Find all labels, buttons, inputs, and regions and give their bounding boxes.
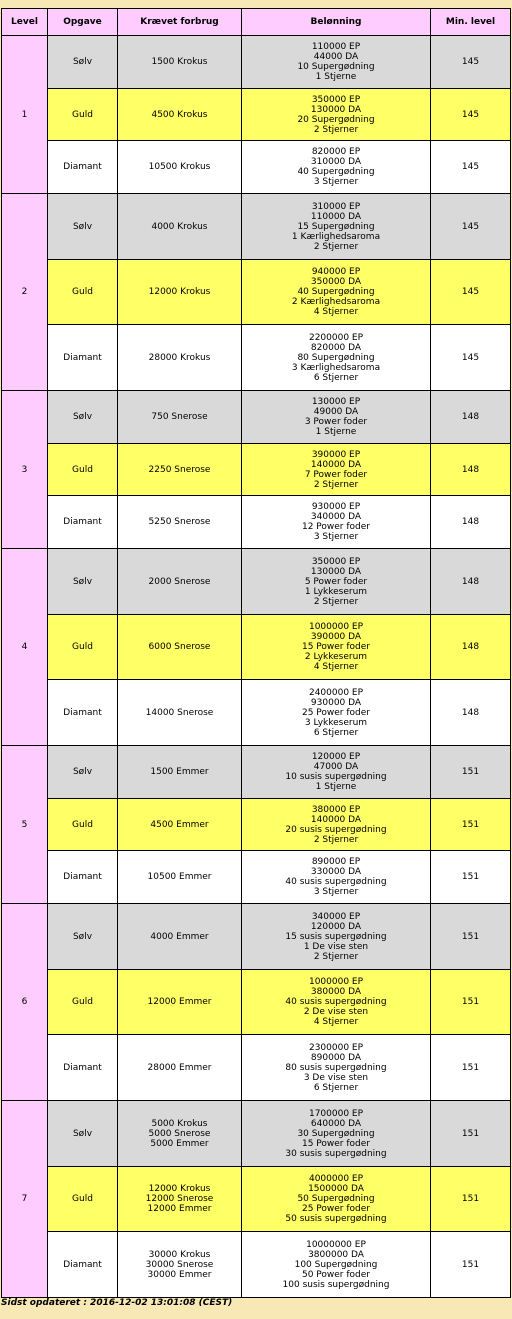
header-task: Opgave (48, 9, 118, 36)
reward-cell-line: 1 Stjerne (315, 72, 357, 82)
required-cell (118, 680, 242, 746)
level-cell: 6 (2, 904, 48, 1101)
reward-cell-line: 1700000 EP (308, 1108, 364, 1119)
min-level-cell: 148 (431, 444, 511, 496)
reward-cell-line: 25 Power foder (301, 1204, 370, 1214)
table-row (2, 680, 511, 746)
reward-cell-line: 4000000 EP (308, 1174, 364, 1184)
reward-cell-line: 80 susis supergødning (285, 1062, 387, 1073)
reward-cell-line: 100 Supergødning (294, 1259, 378, 1270)
min-level-cell: 151 (431, 1035, 511, 1101)
required-cell (118, 851, 242, 904)
reward-cell-line: 3 Lykkeserum (304, 717, 368, 728)
required-cell-line: 12000 Krokus (148, 287, 211, 297)
min-level-cell: 148 (431, 549, 511, 615)
required-cell-line: 5000 Snerose (148, 1128, 211, 1139)
table-row (2, 549, 511, 615)
reward-cell-line: 2300000 EP (308, 1042, 364, 1053)
required-cell-line: 12000 Snerose (145, 1194, 214, 1204)
reward-cell-line: 2 Lykkeserum (304, 652, 368, 662)
required-cell (118, 970, 242, 1035)
required-cell (118, 325, 242, 391)
reward-cell-line: 15 Power foder (301, 642, 370, 652)
reward-cell-line: 140000 DA (310, 459, 362, 470)
reward-cell-line: 6 Stjerner (313, 372, 359, 383)
quest-table-body (2, 36, 511, 1298)
table-row (2, 141, 511, 194)
task-cell: Guld (48, 260, 118, 325)
reward-cell-line: 380000 EP (311, 804, 361, 815)
reward-cell-line: 49000 DA (313, 407, 359, 417)
reward-cell-line: 3 Power foder (304, 417, 368, 427)
reward-cell-line: 15 Power foder (301, 1138, 370, 1149)
min-level-cell: 151 (431, 970, 511, 1035)
required-cell-line: 4000 Emmer (150, 931, 209, 942)
level-cell: 4 (2, 549, 48, 746)
level-cell: 1 (2, 36, 48, 194)
reward-cell-line: 350000 EP (311, 94, 361, 105)
reward-cell-line: 4 Stjerner (313, 1017, 359, 1027)
reward-cell-line: 50 Supergødning (297, 1194, 375, 1204)
reward-cell (242, 1035, 431, 1101)
min-level-cell: 151 (431, 851, 511, 904)
table-row (2, 746, 511, 799)
reward-cell (242, 325, 431, 391)
reward-cell (242, 680, 431, 746)
reward-cell-line: 110000 EP (311, 42, 361, 52)
reward-cell (242, 851, 431, 904)
min-level-cell: 148 (431, 680, 511, 746)
reward-cell-line: 25 Power foder (301, 707, 370, 718)
required-cell (118, 1167, 242, 1232)
reward-cell-line: 390000 DA (310, 632, 362, 642)
reward-cell-line: 3 Stjerner (313, 887, 359, 897)
required-cell (118, 36, 242, 89)
reward-cell (242, 1167, 431, 1232)
reward-cell-line: 4 Stjerner (313, 662, 359, 672)
reward-cell-line: 30 susis supergødning (285, 1148, 387, 1159)
reward-cell (242, 36, 431, 89)
level-cell: 2 (2, 194, 48, 391)
reward-cell-line: 10000000 EP (306, 1239, 366, 1250)
reward-cell-line: 50 susis supergødning (285, 1214, 387, 1224)
task-cell: Sølv (48, 746, 118, 799)
table-row (2, 89, 511, 141)
task-cell: Sølv (48, 549, 118, 615)
reward-cell-line: 7 Power foder (304, 469, 368, 480)
required-cell (118, 391, 242, 444)
reward-cell-line: 2 De vise sten (303, 1007, 369, 1017)
task-cell: Guld (48, 1167, 118, 1232)
reward-cell-line: 130000 DA (310, 104, 362, 115)
reward-cell (242, 391, 431, 444)
reward-cell-line: 40 susis supergødning (285, 997, 387, 1007)
required-cell-line: 5250 Snerose (148, 517, 211, 527)
table-row (2, 615, 511, 680)
reward-cell (242, 1101, 431, 1167)
min-level-cell: 151 (431, 1232, 511, 1298)
min-level-cell: 145 (431, 141, 511, 194)
required-cell (118, 904, 242, 970)
required-cell (118, 1232, 242, 1298)
required-cell-line: 30000 Snerose (145, 1259, 214, 1270)
reward-cell-line: 930000 DA (310, 697, 362, 708)
required-cell-line: 12000 Krokus (148, 1184, 211, 1194)
reward-cell-line: 44000 DA (313, 52, 359, 62)
required-cell-line: 1500 Krokus (151, 57, 208, 67)
reward-cell-line: 2 Stjerner (313, 479, 359, 490)
reward-cell (242, 904, 431, 970)
min-level-cell: 145 (431, 89, 511, 141)
required-cell (118, 799, 242, 851)
reward-cell (242, 549, 431, 615)
task-cell: Sølv (48, 1101, 118, 1167)
reward-cell (242, 444, 431, 496)
required-cell (118, 260, 242, 325)
header-min-level: Min. level (431, 9, 511, 36)
reward-cell-line: 340000 EP (311, 911, 361, 922)
reward-cell-line: 1000000 EP (308, 977, 364, 987)
task-cell: Guld (48, 799, 118, 851)
reward-cell-line: 310000 EP (311, 201, 361, 212)
required-cell-line: 12000 Emmer (147, 1204, 212, 1214)
reward-cell-line: 890000 EP (311, 857, 361, 867)
table-row (2, 904, 511, 970)
table-row (2, 1167, 511, 1232)
required-cell-line: 6000 Snerose (148, 642, 211, 652)
task-cell: Sølv (48, 36, 118, 89)
reward-cell (242, 615, 431, 680)
table-row (2, 325, 511, 391)
reward-cell-line: 350000 EP (311, 556, 361, 567)
reward-cell-line: 12 Power foder (301, 522, 370, 532)
required-cell-line: 5000 Krokus (151, 1118, 208, 1129)
reward-cell-line: 820000 EP (311, 147, 361, 157)
table-row (2, 799, 511, 851)
reward-cell-line: 4 Stjerner (313, 307, 359, 317)
reward-cell-line: 30 Supergødning (297, 1128, 375, 1139)
task-cell: Diamant (48, 851, 118, 904)
reward-cell-line: 5 Power foder (304, 576, 368, 587)
table-row (2, 260, 511, 325)
min-level-cell: 151 (431, 1167, 511, 1232)
required-cell-line: 28000 Emmer (147, 1062, 212, 1073)
required-cell-line: 30000 Emmer (147, 1269, 212, 1280)
table-row (2, 444, 511, 496)
level-cell: 3 (2, 391, 48, 549)
min-level-cell: 148 (431, 496, 511, 549)
reward-cell-line: 2 Kærlighedsaroma (291, 297, 381, 307)
reward-cell-line: 110000 DA (310, 211, 362, 222)
required-cell-line: 14000 Snerose (145, 707, 214, 718)
reward-cell (242, 799, 431, 851)
reward-cell-line: 20 Supergødning (297, 114, 375, 125)
min-level-cell: 151 (431, 1101, 511, 1167)
reward-cell-line: 15 Supergødning (297, 221, 375, 232)
reward-cell-line: 1000000 EP (308, 622, 364, 632)
task-cell: Diamant (48, 325, 118, 391)
task-cell: Diamant (48, 1232, 118, 1298)
reward-cell (242, 970, 431, 1035)
required-cell-line: 28000 Krokus (148, 352, 211, 363)
required-cell (118, 615, 242, 680)
task-cell: Guld (48, 970, 118, 1035)
reward-cell-line: 380000 DA (310, 987, 362, 997)
required-cell (118, 549, 242, 615)
required-cell-line: 10500 Emmer (147, 872, 212, 882)
reward-cell-line: 40 susis supergødning (285, 877, 387, 887)
required-cell-line: 4500 Krokus (151, 109, 208, 120)
task-cell: Diamant (48, 496, 118, 549)
reward-cell-line: 2400000 EP (308, 687, 364, 698)
table-row (2, 1232, 511, 1298)
required-cell (118, 89, 242, 141)
required-cell-line: 12000 Emmer (147, 997, 212, 1007)
required-cell-line: 30000 Krokus (148, 1249, 211, 1260)
reward-cell-line: 2200000 EP (308, 332, 364, 343)
table-row (2, 391, 511, 444)
reward-cell-line: 47000 DA (313, 762, 359, 772)
min-level-cell: 148 (431, 391, 511, 444)
level-cell: 5 (2, 746, 48, 904)
required-cell (118, 1101, 242, 1167)
reward-cell-line: 100 susis supergødning (282, 1279, 390, 1290)
task-cell: Guld (48, 89, 118, 141)
required-cell (118, 496, 242, 549)
header-reward: Belønning (242, 9, 431, 36)
reward-cell-line: 1 Kærlighedsaroma (291, 231, 381, 242)
reward-cell-line: 2 Stjerner (313, 241, 359, 252)
reward-cell-line: 2 Stjerner (313, 596, 359, 607)
reward-cell-line: 3800000 DA (308, 1249, 364, 1260)
reward-cell-line: 2 Stjerner (313, 834, 359, 845)
reward-cell-line: 3 De vise sten (303, 1072, 369, 1083)
task-cell: Guld (48, 615, 118, 680)
task-cell: Diamant (48, 680, 118, 746)
reward-cell-line: 140000 DA (310, 814, 362, 825)
reward-cell-line: 130000 EP (311, 397, 361, 407)
table-row (2, 1101, 511, 1167)
reward-cell-line: 120000 DA (310, 921, 362, 932)
reward-cell (242, 194, 431, 260)
reward-cell (242, 89, 431, 141)
header-required: Krævet forbrug (118, 9, 242, 36)
required-cell (118, 141, 242, 194)
reward-cell (242, 496, 431, 549)
task-cell: Diamant (48, 1035, 118, 1101)
required-cell-line: 2250 Snerose (148, 464, 211, 475)
min-level-cell: 145 (431, 194, 511, 260)
min-level-cell: 145 (431, 36, 511, 89)
required-cell-line: 5000 Emmer (150, 1138, 209, 1149)
reward-cell-line: 1 Stjerne (315, 427, 357, 437)
reward-cell-line: 3 Kærlighedsaroma (291, 362, 381, 373)
reward-cell-line: 3 Stjerner (313, 532, 359, 542)
reward-cell-line: 930000 EP (311, 502, 361, 512)
required-cell-line: 1500 Emmer (150, 767, 209, 777)
table-row (2, 496, 511, 549)
reward-cell-line: 940000 EP (311, 267, 361, 277)
min-level-cell: 151 (431, 904, 511, 970)
reward-cell (242, 260, 431, 325)
reward-cell-line: 310000 DA (310, 157, 362, 167)
task-cell: Guld (48, 444, 118, 496)
reward-cell-line: 10 susis supergødning (285, 772, 387, 782)
min-level-cell: 151 (431, 746, 511, 799)
task-cell: Diamant (48, 141, 118, 194)
min-level-cell: 151 (431, 799, 511, 851)
last-updated-text: Sidst opdateret : 2016-12-02 13:01:08 (CEST) (1, 1298, 233, 1308)
reward-cell-line: 340000 DA (310, 512, 362, 522)
reward-cell-line: 890000 DA (310, 1052, 362, 1063)
reward-cell-line: 6 Stjerner (313, 727, 359, 738)
reward-cell-line: 1 Lykkeserum (304, 586, 368, 597)
reward-cell-line: 50 Power foder (301, 1269, 370, 1280)
reward-cell-line: 2 Stjerner (313, 124, 359, 135)
reward-cell-line: 20 susis supergødning (285, 824, 387, 835)
required-cell (118, 746, 242, 799)
header-level: Level (2, 9, 48, 36)
reward-cell-line: 15 susis supergødning (285, 931, 387, 942)
header-row (2, 9, 511, 36)
quest-table (1, 8, 511, 1298)
task-cell: Sølv (48, 904, 118, 970)
table-row (2, 1035, 511, 1101)
reward-cell-line: 40 Supergødning (297, 167, 375, 177)
reward-cell-line: 2 Stjerner (313, 951, 359, 962)
task-cell: Sølv (48, 391, 118, 444)
reward-cell-line: 130000 DA (310, 566, 362, 577)
reward-cell-line: 6 Stjerner (313, 1082, 359, 1093)
required-cell-line: 4500 Emmer (150, 819, 209, 830)
reward-cell-line: 820000 DA (310, 342, 362, 353)
reward-cell-line: 120000 EP (311, 752, 361, 762)
required-cell-line: 4000 Krokus (151, 221, 208, 232)
table-row (2, 851, 511, 904)
reward-cell-line: 1 Stjerne (315, 782, 357, 792)
required-cell (118, 444, 242, 496)
level-cell: 7 (2, 1101, 48, 1298)
reward-cell-line: 330000 DA (310, 867, 362, 877)
min-level-cell: 148 (431, 615, 511, 680)
required-cell-line: 750 Snerose (151, 412, 208, 422)
reward-cell (242, 746, 431, 799)
reward-cell-line: 1500000 DA (308, 1184, 364, 1194)
min-level-cell: 145 (431, 325, 511, 391)
reward-cell (242, 141, 431, 194)
required-cell (118, 1035, 242, 1101)
task-cell: Sølv (48, 194, 118, 260)
required-cell-line: 2000 Snerose (148, 576, 211, 587)
reward-cell-line: 350000 DA (310, 277, 362, 287)
reward-cell-line: 1 De vise sten (303, 941, 369, 952)
reward-cell-line: 390000 EP (311, 449, 361, 460)
reward-cell-line: 3 Stjerner (313, 177, 359, 187)
required-cell-line: 10500 Krokus (148, 162, 211, 172)
reward-cell-line: 640000 DA (310, 1118, 362, 1129)
required-cell (118, 194, 242, 260)
reward-cell-line: 40 Supergødning (297, 287, 375, 297)
table-row (2, 970, 511, 1035)
reward-cell-line: 10 Supergødning (297, 62, 375, 72)
reward-cell-line: 80 Supergødning (297, 352, 375, 363)
table-row (2, 194, 511, 260)
table-row (2, 36, 511, 89)
min-level-cell: 145 (431, 260, 511, 325)
reward-cell (242, 1232, 431, 1298)
